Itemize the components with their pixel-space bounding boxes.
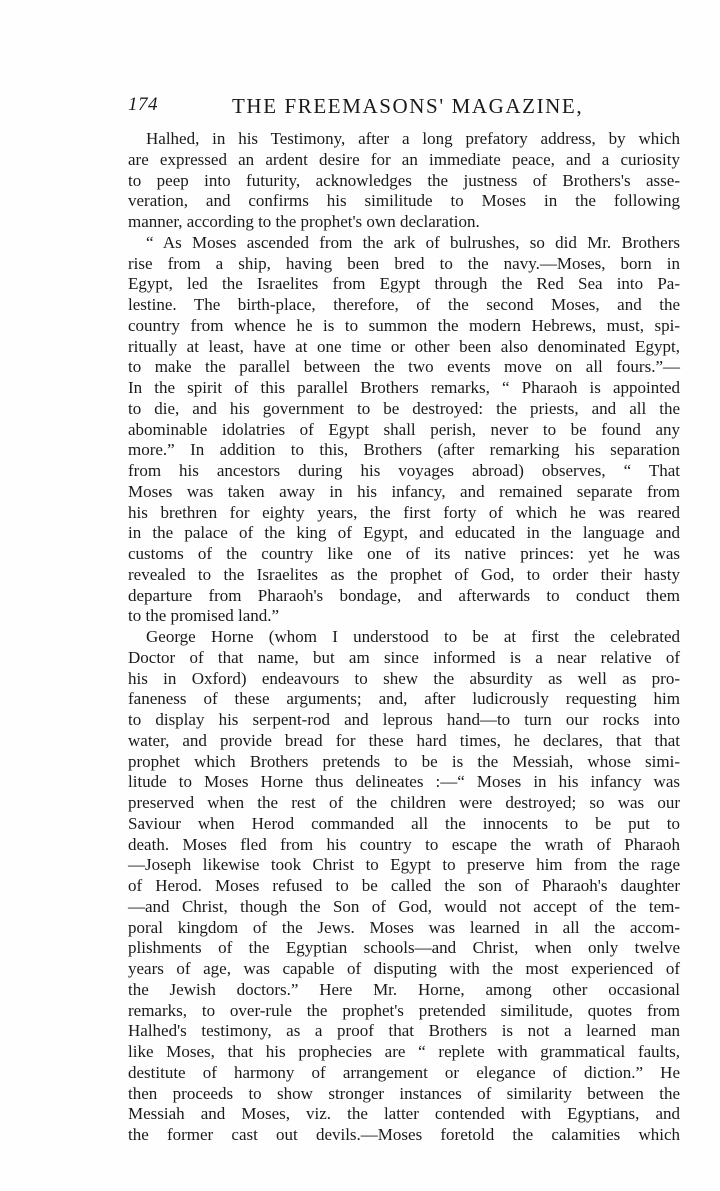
text-line: Halhed's testimony, as a proof that Brothers is not a learned man	[128, 1021, 680, 1041]
text-line: to die, and his government to be destroyed: the priests, and all the	[128, 398, 680, 418]
text-line: his brethren for eighty years, the first forty of which he was reared	[128, 502, 680, 522]
text-line: Doctor of that name, but am since informed is a near relative of	[128, 647, 680, 667]
page-header	[128, 94, 680, 120]
text-line: litude to Moses Horne thus delineates :—“ Moses in his infancy was	[128, 772, 680, 792]
text-line: revealed to the Israelites as the prophet of God, to order their hasty	[128, 564, 680, 584]
text-line: departure from Pharaoh's bondage, and afterwards to conduct them	[128, 585, 680, 605]
text-line: of Herod. Moses refused to be called the son of Pharaoh's daughter	[128, 876, 680, 895]
text-line: Saviour when Herod commanded all the innocents to be put to	[128, 813, 680, 833]
running-title: THE FREEMASONS' MAGAZINE,	[232, 94, 584, 118]
text-line: abominable idolatries of Egypt shall perish, never to be found any	[128, 419, 680, 439]
text-line: faneness of these arguments; and, after ludicrously requesting him	[128, 689, 680, 709]
text-line: “ As Moses ascended from the ark of bulrushes, so did Mr. Brothers	[146, 232, 680, 252]
body-text	[128, 129, 680, 1146]
text-line: from his ancestors during his voyages abroad) observes, “ That	[128, 461, 680, 480]
text-line: more.” In addition to this, Brothers (after remarking his separation	[128, 440, 680, 460]
text-line: country from whence he is to summon the modern Hebrews, must, spi-	[128, 315, 680, 335]
text-line: Egypt, led the Israelites from Egypt through the Red Sea into Pa-	[128, 274, 680, 294]
text-line: the Jewish doctors.” Here Mr. Horne, among other occasional	[128, 979, 680, 999]
text-line: customs of the country like one of its native princes: yet he was	[128, 544, 680, 563]
text-line: to display his serpent-rod and leprous hand—to turn our rocks into	[128, 710, 680, 729]
text-line: ritually at least, have at one time or other been also denominated Egypt,	[128, 336, 680, 356]
text-line: preserved when the rest of the children were destroyed; so was our	[128, 793, 680, 812]
text-line: remarks, to over-rule the prophet's pretended similitude, quotes from	[128, 1000, 680, 1020]
text-line: Halhed, in his Testimony, after a long prefatory address, by which	[146, 129, 680, 148]
text-line: rise from a ship, having been bred to the navy.—Moses, born in	[128, 253, 680, 273]
text-line: years of age, was capable of disputing with the most experienced of	[128, 959, 680, 978]
text-line: like Moses, that his prophecies are “ replete with grammatical faults,	[128, 1042, 680, 1061]
text-line: to peep into futurity, acknowledges the justness of Brothers's asse-	[128, 170, 680, 190]
text-line: then proceeds to show stronger instances of similarity between the	[128, 1083, 680, 1103]
text-line: in the palace of the king of Egypt, and educated in the language and	[128, 523, 680, 543]
text-line: prophet which Brothers pretends to be is the Messiah, whose simi-	[128, 751, 680, 771]
text-line: veration, and confirms his similitude to Moses in the following	[128, 191, 680, 211]
text-line: manner, according to the prophet's own declaration.	[128, 212, 480, 231]
text-line: to make the parallel between the two events move on all fours.”—	[128, 357, 680, 377]
text-line: poral kingdom of the Jews. Moses was learned in all the accom-	[128, 917, 680, 937]
text-line: death. Moses fled from his country to escape the wrath of Pharaoh	[128, 834, 680, 854]
text-line: —and Christ, though the Son of God, would not accept of the tem-	[128, 896, 680, 916]
text-line: to the promised land.”	[128, 606, 280, 626]
text-line: Moses was taken away in his infancy, and remained separate from	[128, 481, 680, 501]
text-line: his in Oxford) endeavours to shew the absurdity as well as pro-	[128, 668, 680, 688]
text-line: are expressed an ardent desire for an immediate peace, and a curiosity	[128, 149, 680, 169]
text-line: George Horne (whom I understood to be at first the celebrated	[146, 627, 680, 646]
text-line: plishments of the Egyptian schools—and Christ, when only twelve	[128, 938, 680, 958]
page-number: 174	[128, 94, 158, 115]
text-line: the former cast out devils.—Moses foretold the calamities which	[128, 1125, 680, 1144]
text-line: lestine. The birth-place, therefore, of the second Moses, and the	[128, 295, 680, 314]
text-line: In the spirit of this parallel Brothers remarks, “ Pharaoh is appointed	[128, 378, 680, 397]
text-line: water, and provide bread for these hard times, he declares, that that	[128, 730, 680, 750]
text-line: —Joseph likewise took Christ to Egypt to preserve him from the rage	[128, 855, 680, 875]
text-line: destitute of harmony of arrangement or elegance of diction.” He	[128, 1062, 680, 1082]
text-line: Messiah and Moses, viz. the latter contended with Egyptians, and	[128, 1104, 680, 1124]
